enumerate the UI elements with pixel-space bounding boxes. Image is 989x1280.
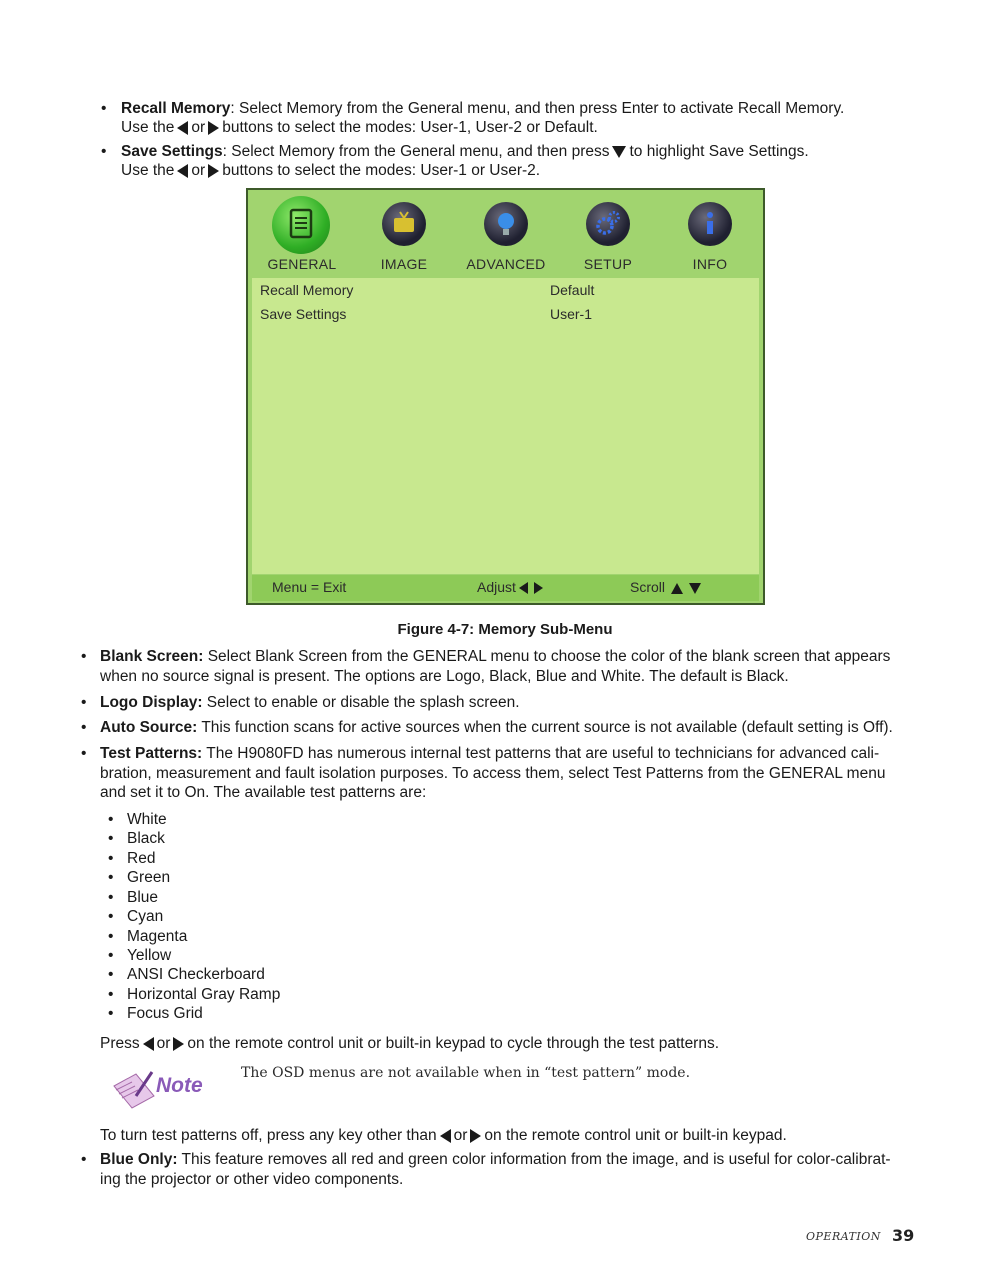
- tab-image[interactable]: IMAGE: [380, 256, 428, 272]
- list-item: •: [108, 889, 114, 906]
- menu-value-recall-memory[interactable]: Default: [550, 282, 595, 298]
- info-icon[interactable]: [688, 202, 732, 246]
- list-item: Red: [127, 850, 156, 867]
- osd-menu-body: [252, 278, 759, 574]
- menu-item-recall-memory[interactable]: Recall Memory: [260, 282, 354, 298]
- lightbulb-glyph: [484, 202, 528, 246]
- list-item: Focus Grid: [127, 1005, 203, 1022]
- note-label: Note: [156, 1074, 203, 1097]
- bullet-dot: •: [81, 694, 87, 711]
- list-item: Yellow: [127, 947, 172, 964]
- save-settings-line2: Use the or buttons to select the modes: User-1 or User-2.: [121, 162, 541, 179]
- tab-setup[interactable]: SETUP: [583, 256, 633, 272]
- save-settings-text: Save Settings: Select Memory from the General menu, and then press to highlight Save Settings.: [121, 143, 809, 160]
- right-arrow-icon: [470, 1129, 481, 1143]
- figure-caption: Figure 4-7: Memory Sub-Menu: [397, 621, 613, 638]
- left-arrow-icon: [143, 1037, 154, 1051]
- osd-footer: [252, 575, 759, 601]
- list-item: Blue: [127, 889, 159, 906]
- down-arrow-icon: [612, 146, 626, 158]
- list-item: •: [108, 1005, 114, 1022]
- right-arrow-icon: [208, 164, 219, 178]
- tv-glyph: [382, 202, 426, 246]
- list-item: Horizontal Gray Ramp: [127, 986, 281, 1003]
- right-arrow-icon: [173, 1037, 184, 1051]
- adjust-hint: Adjust: [477, 579, 546, 595]
- list-item: •: [108, 966, 114, 983]
- tab-info[interactable]: INFO: [692, 256, 728, 272]
- test-patterns-text: Test Patterns: The H9080FD has numerous internal test patterns that are useful to technicians for advanced cali- bration, measurement and fault isolation purposes. To access them, select Test Patterns from the GENERAL menu and set it to On. The available test patterns are:: [100, 745, 886, 801]
- auto-source-text: Auto Source: This function scans for active sources when the current source is not available (default setting is Off).: [100, 719, 893, 736]
- menu-item-save-settings[interactable]: Save Settings: [260, 306, 347, 322]
- down-arrow-icon: [689, 583, 701, 594]
- blue-only-text: Blue Only: This feature removes all red and green color information from the image, and is useful for color-calibrat- ing the projector or other video components.: [100, 1151, 891, 1188]
- list-item: •: [108, 811, 114, 828]
- right-arrow-icon: [208, 121, 219, 135]
- tv-icon[interactable]: [382, 202, 426, 246]
- left-arrow-icon: [177, 164, 188, 178]
- gears-glyph: [586, 202, 630, 246]
- bullet-dot: •: [81, 648, 87, 665]
- list-item: ANSI Checkerboard: [127, 966, 265, 983]
- left-arrow-icon: [519, 582, 528, 594]
- bullet-dot: •: [81, 1151, 87, 1168]
- page-number: 39: [892, 1226, 915, 1245]
- info-glyph: [688, 202, 732, 246]
- note-badge: [110, 1066, 210, 1114]
- list-item: •: [108, 869, 114, 886]
- list-item: •: [108, 947, 114, 964]
- note-text: The OSD menus are not available when in “test pattern” mode.: [241, 1065, 691, 1081]
- recall-memory-text: Recall Memory: Select Memory from the General menu, and then press Enter to activate Recall Memory.: [121, 100, 845, 117]
- list-item: •: [108, 830, 114, 847]
- list-item: White: [127, 811, 167, 828]
- left-arrow-icon: [440, 1129, 451, 1143]
- left-arrow-icon: [177, 121, 188, 135]
- list-item: •: [108, 928, 114, 945]
- right-arrow-icon: [534, 582, 543, 594]
- document-glyph: [272, 196, 330, 254]
- bullet-dot: •: [81, 745, 87, 762]
- list-item: Magenta: [127, 928, 188, 945]
- lightbulb-icon[interactable]: [484, 202, 528, 246]
- document-icon[interactable]: [272, 196, 330, 254]
- list-item: •: [108, 986, 114, 1003]
- gears-icon[interactable]: [586, 202, 630, 246]
- section-label: OPERATION: [806, 1230, 881, 1243]
- list-item: •: [108, 850, 114, 867]
- note-pad-icon: [110, 1066, 158, 1112]
- recall-memory-line2: Use the or buttons to select the modes: User-1, User-2 or Default.: [121, 119, 598, 136]
- menu-exit-hint: Menu = Exit: [272, 579, 347, 595]
- turn-off-line: To turn test patterns off, press any key other than or on the remote control unit or built-in keypad.: [100, 1127, 787, 1144]
- list-item: Black: [127, 830, 165, 847]
- bullet-dot: •: [101, 100, 107, 117]
- list-item: •: [108, 908, 114, 925]
- up-arrow-icon: [671, 583, 683, 594]
- list-item: Green: [127, 869, 171, 886]
- menu-value-save-settings[interactable]: User-1: [550, 306, 593, 322]
- blank-screen-text: Blank Screen: Select Blank Screen from the GENERAL menu to choose the color of the blank screen that appears when no source signal is present. The options are Logo, Black, Blue and White. The default is Black.: [100, 648, 891, 685]
- press-line: Press or on the remote control unit or built-in keypad to cycle through the test patterns.: [100, 1035, 720, 1052]
- tab-advanced[interactable]: ADVANCED: [466, 256, 546, 272]
- bullet-dot: •: [81, 719, 87, 736]
- scroll-hint: Scroll: [630, 579, 704, 595]
- tab-general[interactable]: GENERAL: [267, 256, 337, 272]
- logo-display-text: Logo Display: Select to enable or disable the splash screen.: [100, 694, 520, 711]
- osd-menu: [246, 188, 765, 605]
- bullet-dot: •: [101, 143, 107, 160]
- list-item: Cyan: [127, 908, 164, 925]
